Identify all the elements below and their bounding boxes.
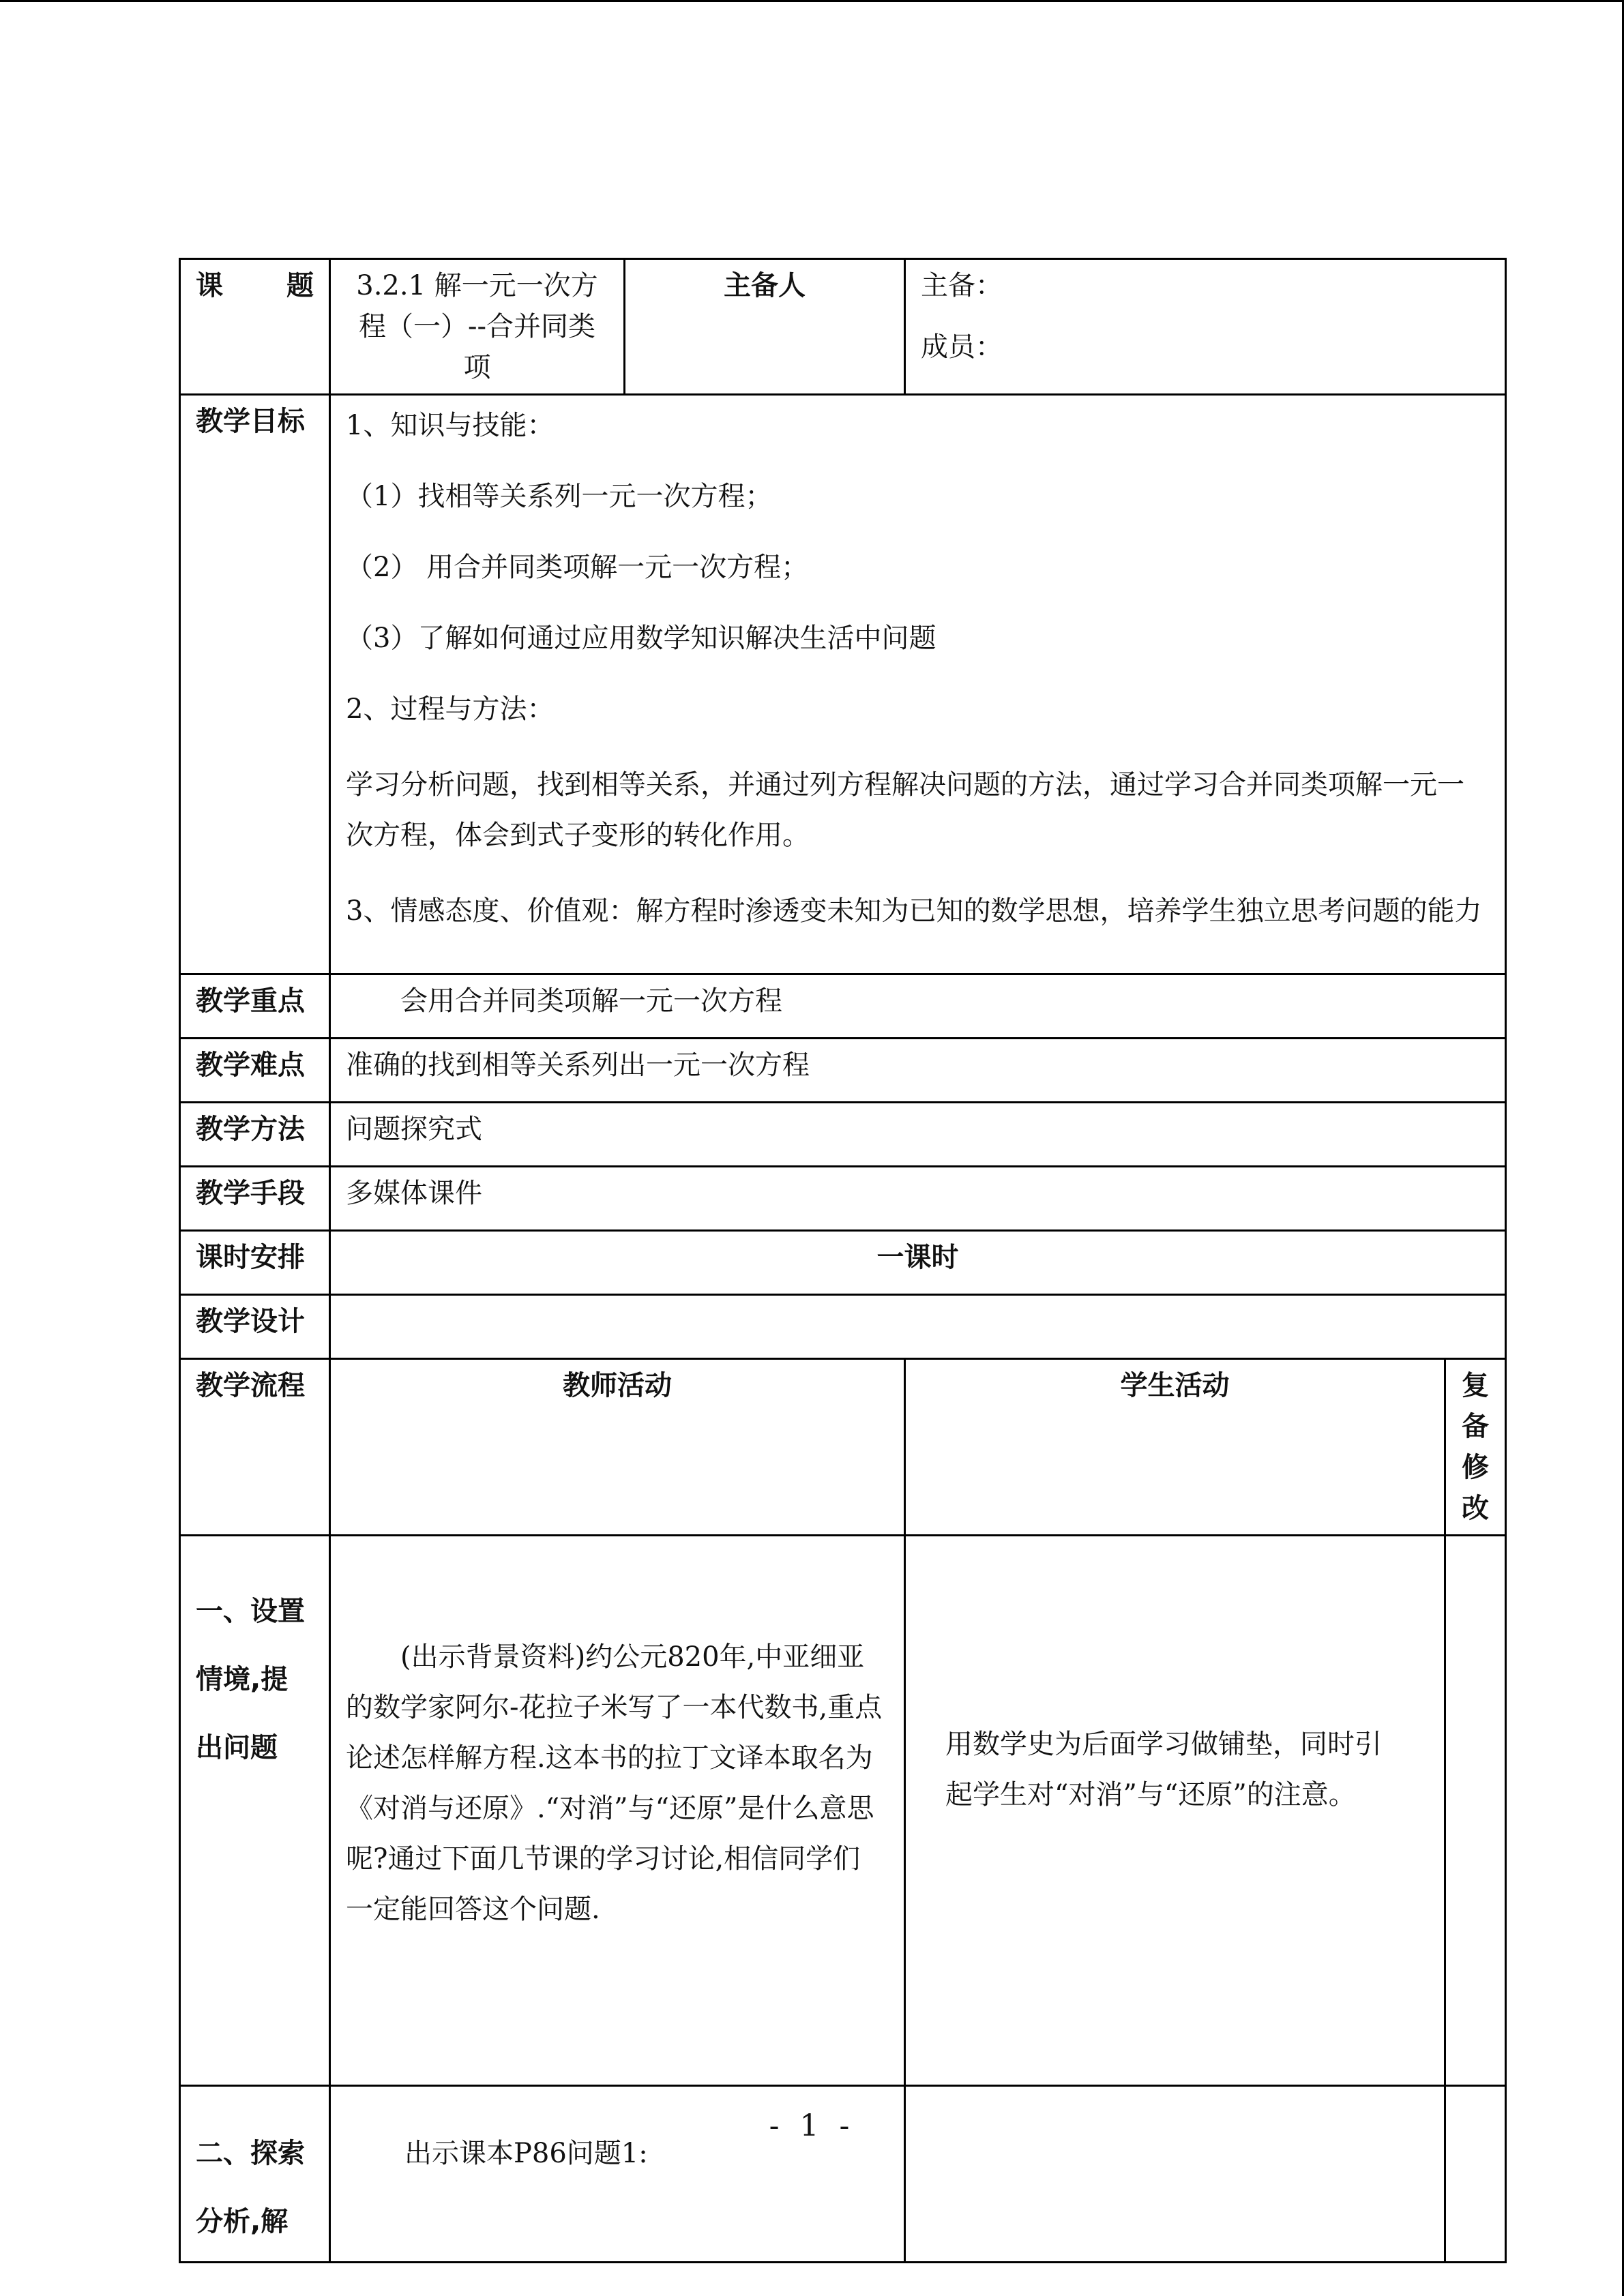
means-label: 教学手段 xyxy=(180,1167,330,1231)
page-number: - 1 - xyxy=(769,2108,855,2143)
header-row xyxy=(180,259,1506,395)
members-label: 成员： xyxy=(921,331,1003,363)
stage-name: 二、探索分析,解 xyxy=(180,2086,330,2263)
objective-item: 3、情感态度、价值观：解方程时渗透变未知为已知的数学思想，培养学生独立思考问题的能力 xyxy=(346,895,1482,927)
means-row xyxy=(180,1167,1506,1231)
lesson-plan-table xyxy=(179,258,1507,2263)
objectives-label: 教学目标 xyxy=(180,395,330,974)
objective-item: 学习分析问题，找到相等关系，并通过列方程解决问题的方法，通过学习合并同类项解一元一次方程，体会到式子变形的转化作用。 xyxy=(346,769,1464,851)
flow-header-teacher: 教师活动 xyxy=(330,1359,905,1536)
schedule-row xyxy=(180,1231,1506,1295)
objectives-content xyxy=(330,395,1506,974)
flow-header-revision: 复备修改 xyxy=(1445,1359,1506,1536)
difficulty-label: 教学难点 xyxy=(180,1039,330,1103)
objective-item: （1）找相等关系列一元一次方程； xyxy=(346,481,773,512)
preparer-value xyxy=(905,259,1506,395)
objective-item: 1、知识与技能： xyxy=(346,410,555,441)
objective-item: （2） 用合并同类项解一元一次方程； xyxy=(346,552,809,583)
key-point-value: 会用合并同类项解一元一次方程 xyxy=(330,974,1506,1039)
revision-note xyxy=(1445,1536,1506,2086)
stage-name: 一、设置情境,提出问题 xyxy=(180,1536,330,2086)
difficulty-row xyxy=(180,1039,1506,1103)
page-top-border xyxy=(0,0,1624,2)
design-label: 教学设计 xyxy=(180,1295,330,1359)
key-point-row xyxy=(180,974,1506,1039)
topic-value: 3.2.1 解一元一次方程（一）--合并同类项 xyxy=(330,259,625,395)
flow-header-student: 学生活动 xyxy=(905,1359,1445,1536)
difficulty-value: 准确的找到相等关系列出一元一次方程 xyxy=(330,1039,1506,1103)
preparer-label: 主备人 xyxy=(625,259,905,395)
objective-item: 2、过程与方法： xyxy=(346,694,555,725)
lead-preparer-label: 主备： xyxy=(921,270,1003,301)
method-row xyxy=(180,1103,1506,1167)
method-label: 教学方法 xyxy=(180,1103,330,1167)
schedule-value: 一课时 xyxy=(330,1231,1506,1295)
design-value xyxy=(330,1295,1506,1359)
topic-label: 课 题 xyxy=(180,259,330,395)
flow-header-stage: 教学流程 xyxy=(180,1359,330,1536)
teacher-activity: 出示课本P86问题1: xyxy=(330,2086,905,2263)
flow-header-row xyxy=(180,1359,1506,1536)
objective-item: （3）了解如何通过应用数学知识解决生活中问题 xyxy=(346,623,936,654)
teacher-activity: (出示背景资料)约公元820年,中亚细亚的数学家阿尔-花拉子米写了一本代数书,重点论述怎样解方程.这本书的拉丁文译本取名为《对消与还原》.“对消”与“还原”是什么意思呢?通过下面几节课的学习讨论,相信同学们一定能回答这个问题. xyxy=(330,1536,905,2086)
schedule-label: 课时安排 xyxy=(180,1231,330,1295)
means-value: 多媒体课件 xyxy=(330,1167,1506,1231)
student-activity: 用数学史为后面学习做铺垫，同时引起学生对“对消”与“还原”的注意。 xyxy=(905,1536,1445,2086)
lesson-plan-sheet xyxy=(179,258,1505,2263)
objectives-row xyxy=(180,395,1506,974)
method-value: 问题探究式 xyxy=(330,1103,1506,1167)
design-row xyxy=(180,1295,1506,1359)
key-point-label: 教学重点 xyxy=(180,974,330,1039)
flow-stage-row xyxy=(180,1536,1506,2086)
